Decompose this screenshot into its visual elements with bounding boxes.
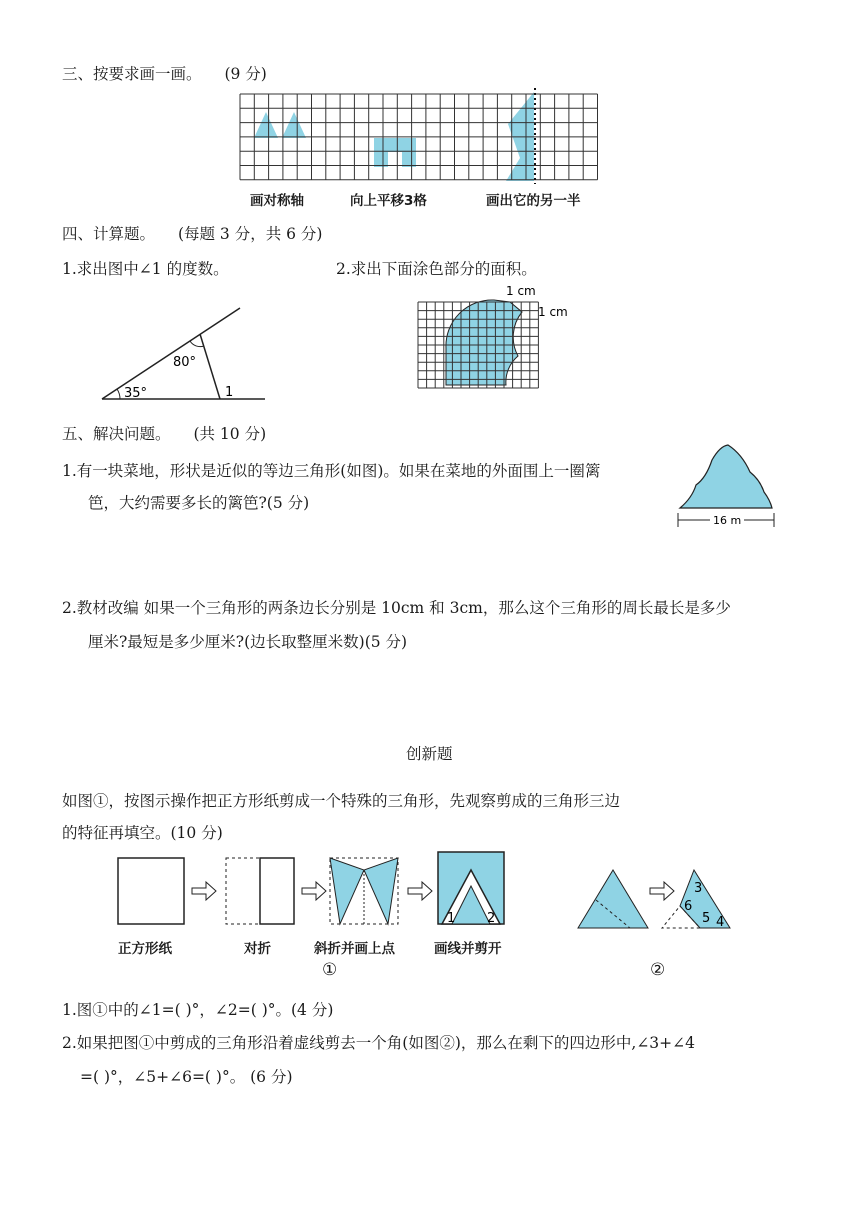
step1-square xyxy=(118,858,184,924)
step-label-draw-cut: 画线并剪开 xyxy=(434,941,502,957)
angle-35-arc xyxy=(117,389,120,399)
innovation-q1: 1.图①中的∠1=( )°，∠2=( )°。(4 分) xyxy=(62,1001,334,1019)
step4-number-1: 1 xyxy=(447,911,456,926)
section4-q2: 2.求出下面涂色部分的面积。 xyxy=(336,260,537,278)
paper-folding-figure xyxy=(110,850,750,935)
angle-inner-line xyxy=(200,334,220,399)
grid-label-other-half: 画出它的另一半 xyxy=(486,193,581,209)
section3-score: (9 分) xyxy=(224,65,267,83)
shaded-area-figure xyxy=(410,282,590,402)
plot-dimension-label: 16 m xyxy=(713,514,742,527)
section5-heading-text: 五、解决问题。 xyxy=(62,425,171,443)
block-left xyxy=(374,138,388,167)
angle-1-label: 1 xyxy=(225,385,234,400)
triangle-a xyxy=(254,112,278,138)
step4-number-2: 2 xyxy=(487,911,496,926)
step-label-fold: 对折 xyxy=(244,941,271,957)
plot-triangle xyxy=(680,445,772,508)
figure-1-mark: ① xyxy=(322,960,338,980)
grid-label-translate: 向上平移3格 xyxy=(350,193,427,209)
grid-label-axis: 画对称轴 xyxy=(250,193,304,209)
section3-heading-text: 三、按要求画一画。 xyxy=(62,65,202,83)
section5-heading xyxy=(62,424,266,444)
grid-lines xyxy=(240,94,598,180)
unit-label-vertical: 1 cm xyxy=(538,305,568,319)
arrow-3-icon xyxy=(408,882,432,900)
section5-q1-line2: 笆，大约需要多长的篱笆?(5 分) xyxy=(88,494,310,512)
arrow-1-icon xyxy=(192,882,216,900)
angle-figure xyxy=(100,300,270,405)
section4-score: (每题 3 分，共 6 分) xyxy=(177,225,323,243)
fig2-triangle xyxy=(578,870,648,928)
section4-heading-text: 四、计算题。 xyxy=(62,225,156,243)
innovation-q2-line2: =( )°，∠5+∠6=( )°。 (6 分) xyxy=(80,1068,293,1086)
unit-label-horizontal: 1 cm xyxy=(506,284,536,298)
fig2-number-6: 6 xyxy=(684,899,693,914)
innovation-title: 创新题 xyxy=(406,745,453,763)
section5-q2-line1: 2.教材改编 如果一个三角形的两条边长分别是 10cm 和 3cm，那么这个三角形的周长最长是多少 xyxy=(62,599,731,617)
section5-q2-line2: 厘米?最短是多少厘米?(边长取整厘米数)(5 分) xyxy=(88,633,408,651)
vegetable-plot-figure xyxy=(672,440,782,532)
innovation-intro-line2: 的特征再填空。(10 分) xyxy=(62,824,223,842)
step2-solid-half xyxy=(260,858,294,924)
arrow-4-icon xyxy=(650,882,674,900)
step-label-diagonal-fold: 斜折并画上点 xyxy=(314,941,395,957)
innovation-q2-line1: 2.如果把图①中剪成的三角形沿着虚线剪去一个角(如图②)，那么在剩下的四边形中,∠3+∠4 xyxy=(62,1034,695,1052)
section4-heading xyxy=(62,224,322,244)
angle-slant-line xyxy=(102,308,240,399)
section5-q1-line1: 1.有一块菜地，形状是近似的等边三角形(如图)。如果在菜地的外面围上一圈篱 xyxy=(62,462,601,480)
fig2-number-4: 4 xyxy=(716,915,725,930)
fig2-number-5: 5 xyxy=(702,911,711,926)
step-label-square-paper: 正方形纸 xyxy=(118,941,172,957)
block-right xyxy=(402,138,416,167)
fig2-number-3: 3 xyxy=(694,881,703,896)
triangle-b xyxy=(282,112,306,138)
section3-grid-figure xyxy=(238,88,600,184)
step2-dotted-half xyxy=(226,858,260,924)
innovation-intro-line1: 如图①，按图示操作把正方形纸剪成一个特殊的三角形，先观察剪成的三角形三边 xyxy=(62,792,621,810)
angle-35-label: 35° xyxy=(124,386,148,401)
block-top xyxy=(388,138,402,152)
shaded-region xyxy=(446,300,522,385)
step3-right-fold xyxy=(364,858,398,924)
angle-80-label: 80° xyxy=(173,355,197,370)
figure-2-mark: ② xyxy=(650,960,666,980)
section5-score: (共 10 分) xyxy=(193,425,267,443)
section4-q1: 1.求出图中∠1 的度数。 xyxy=(62,260,229,278)
step3-left-fold xyxy=(330,858,364,924)
section3-heading xyxy=(62,64,267,84)
arrow-2-icon xyxy=(302,882,326,900)
